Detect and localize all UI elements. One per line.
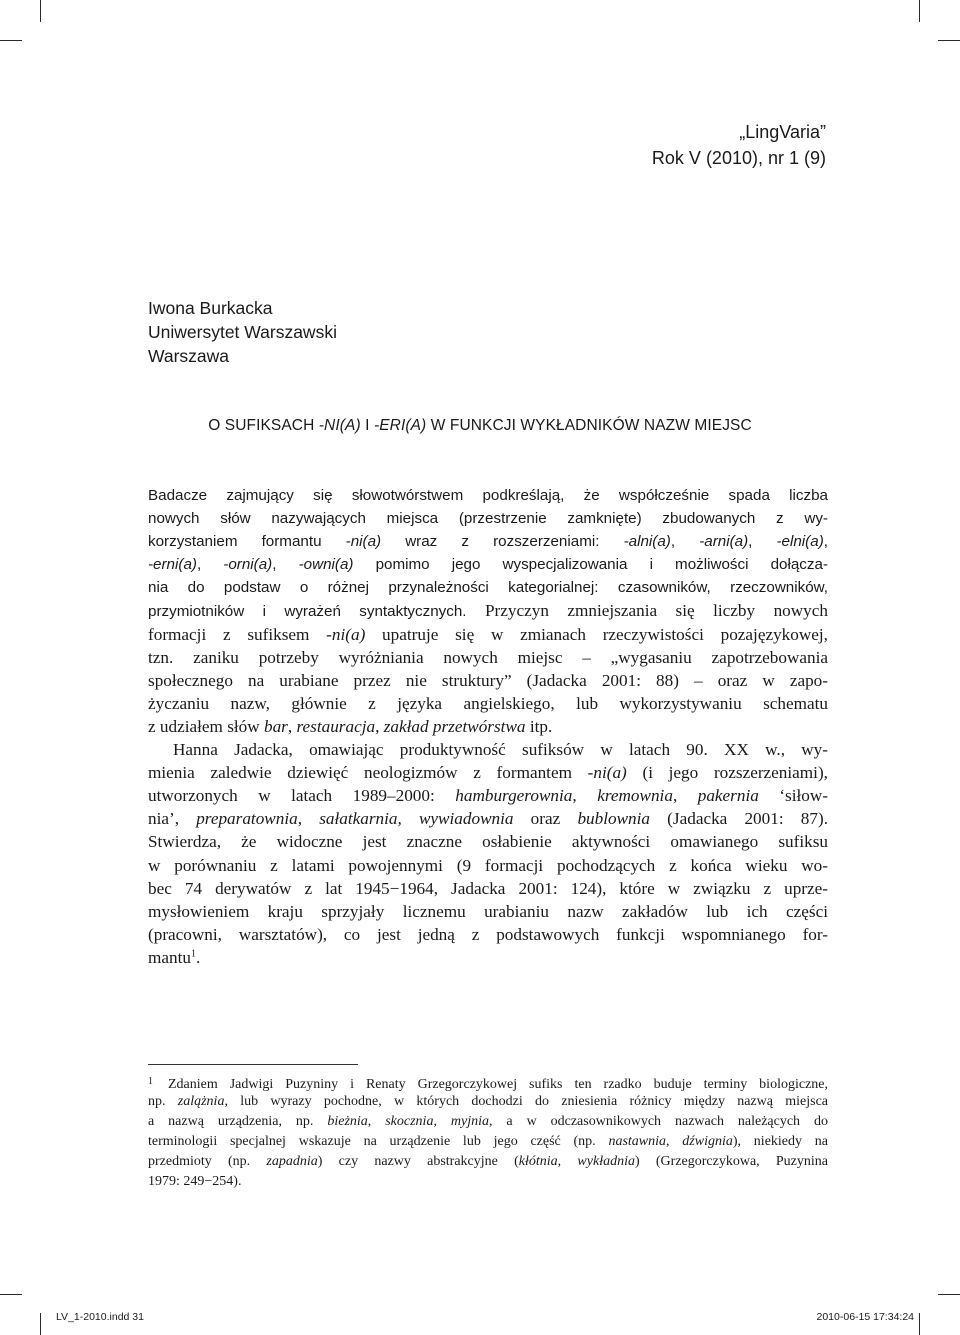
crop-mark [938, 1294, 960, 1295]
author-institution: Uniwersytet Warszawski [148, 322, 337, 342]
journal-issue: Rok V (2010), nr 1 (9) [651, 148, 826, 168]
author-name: Iwona Burkacka [148, 298, 273, 318]
body-line: nia do podstaw o różnej przynależności kategorialnej: czasowników, rzeczowników, [148, 579, 828, 597]
footnote-mark: 1 [148, 1076, 153, 1087]
crop-mark [0, 40, 22, 41]
footnote-rule [148, 1064, 358, 1065]
body-line: życzaniu nazw, głównie z języka angielskiego, lub wykorzystywaniu schematu [148, 693, 828, 713]
crop-mark [919, 1313, 920, 1335]
crop-mark [40, 0, 41, 22]
body-line: -erni(a), -orni(a), -owni(a) pomimo jego wyspecjalizowania i możliwości dołącza- [148, 556, 828, 574]
article-body [148, 484, 828, 969]
body-line: tzn. zaniku potrzeby wyróżniania nowych miejsc – „wygasaniu zapotrzebowania [148, 647, 828, 667]
body-line: w porównaniu z latami powojennymi (9 formacji pochodzących z końca wieku wo- [148, 855, 828, 875]
footnote-line: terminologii specjalnej wskazuje na urządzenie lub jego część (np. nastawnia, dźwignia), niekiedy na [148, 1134, 828, 1150]
body-line: Badacze zajmujący się słowotwórstwem podkreślają, że współcześnie spada liczba [148, 487, 828, 504]
footnote-ref[interactable]: 1 [190, 948, 196, 960]
body-line: z udziałem słów bar, restauracja, zakład przetwórstwa itp. [148, 716, 553, 736]
body-line: mantu$^1$. [148, 947, 201, 967]
body-line: nowych słów nazywających miejsca (przestrzenie zamknięte) zbudowanych z wy- [148, 510, 828, 528]
footnote-line: przedmioty (np. zapadnia) czy nazwy abstrakcyjne (kłótnia, wykładnia) (Grzegorczykowa, Puzynina [148, 1154, 829, 1170]
body-line: Stwierdza, że widoczne jest znaczne osłabienie aktywności omawianego sufiksu [148, 832, 828, 852]
footnote-line: np. zalążnia, lub wyrazy pochodne, w których dochodzi do zniesienia różnicy między nazwą miejsca [148, 1094, 828, 1110]
footnote-line: 1 Zdaniem Jadwigi Puzyniny i Renaty Grzegorczykowej sufiks ten rzadko buduje terminy biologiczne, [148, 1072, 828, 1092]
body-line: przymiotników i wyrażeń syntaktycznych. Przyczyn zmniejszania się liczby nowych [148, 601, 828, 621]
crop-mark [40, 1313, 41, 1335]
body-line: formacji z sufiksem -ni(a) upatruje się w zmianach rzeczywistości pozajęzykowej, [148, 624, 828, 644]
slug-filename: LV_1-2010.indd 31 [56, 1311, 144, 1323]
crop-mark [919, 0, 920, 22]
body-line: mysłowieniem kraju sprzyjały licznemu urabianiu nazw zakładów lub ich części [148, 901, 828, 921]
article-title: O SUFIKSACH -NI(A) I -ERI(A) W FUNKCJI WYKŁADNIKÓW NAZW MIEJSC [208, 417, 752, 434]
body-line: bec 74 derywatów z lat 1945−1964, Jadacka 2001: 124), które w związku z uprze- [148, 878, 828, 898]
author-city: Warszawa [148, 346, 230, 366]
crop-mark [938, 40, 960, 41]
footnote-line: a nazwą urządzenia, np. bieżnia, skocznia, myjnia, a w odczasownikowych nazwach należących do [148, 1114, 828, 1130]
body-line: utworzonych w latach 1989–2000: hamburgerownia, kremownia, pakernia ‘siłow- [148, 786, 829, 806]
body-line: korzystaniem formantu -ni(a) wraz z rozszerzeniami: -alni(a), -arni(a), -elni(a), [148, 533, 828, 551]
body-line: (pracowni, warsztatów), co jest jedną z podstawowych funkcji wspomnianego for- [148, 924, 828, 944]
footnote [148, 1072, 828, 1193]
body-line: społecznego na urabiane przez nie struktury” (Jadacka 2001: 88) – oraz w zapo- [148, 670, 828, 690]
body-line: Hanna Jadacka, omawiając produktywność sufiksów w latach 90. XX w., wy- [173, 740, 828, 760]
body-line: mienia zaledwie dziewięć neologizmów z formantem -ni(a) (i jego rozszerzeniami), [148, 763, 828, 783]
crop-mark [0, 1294, 22, 1295]
footnote-line: 1979: 249−254). [148, 1174, 242, 1190]
body-line: nia’, preparatownia, sałatkarnia, wywiadownia oraz bublownia (Jadacka 2001: 87). [148, 809, 828, 829]
author-block [148, 296, 337, 368]
journal-name: „LingVaria” [739, 122, 826, 142]
slug-timestamp: 2010-06-15 17:34:24 [816, 1311, 914, 1323]
